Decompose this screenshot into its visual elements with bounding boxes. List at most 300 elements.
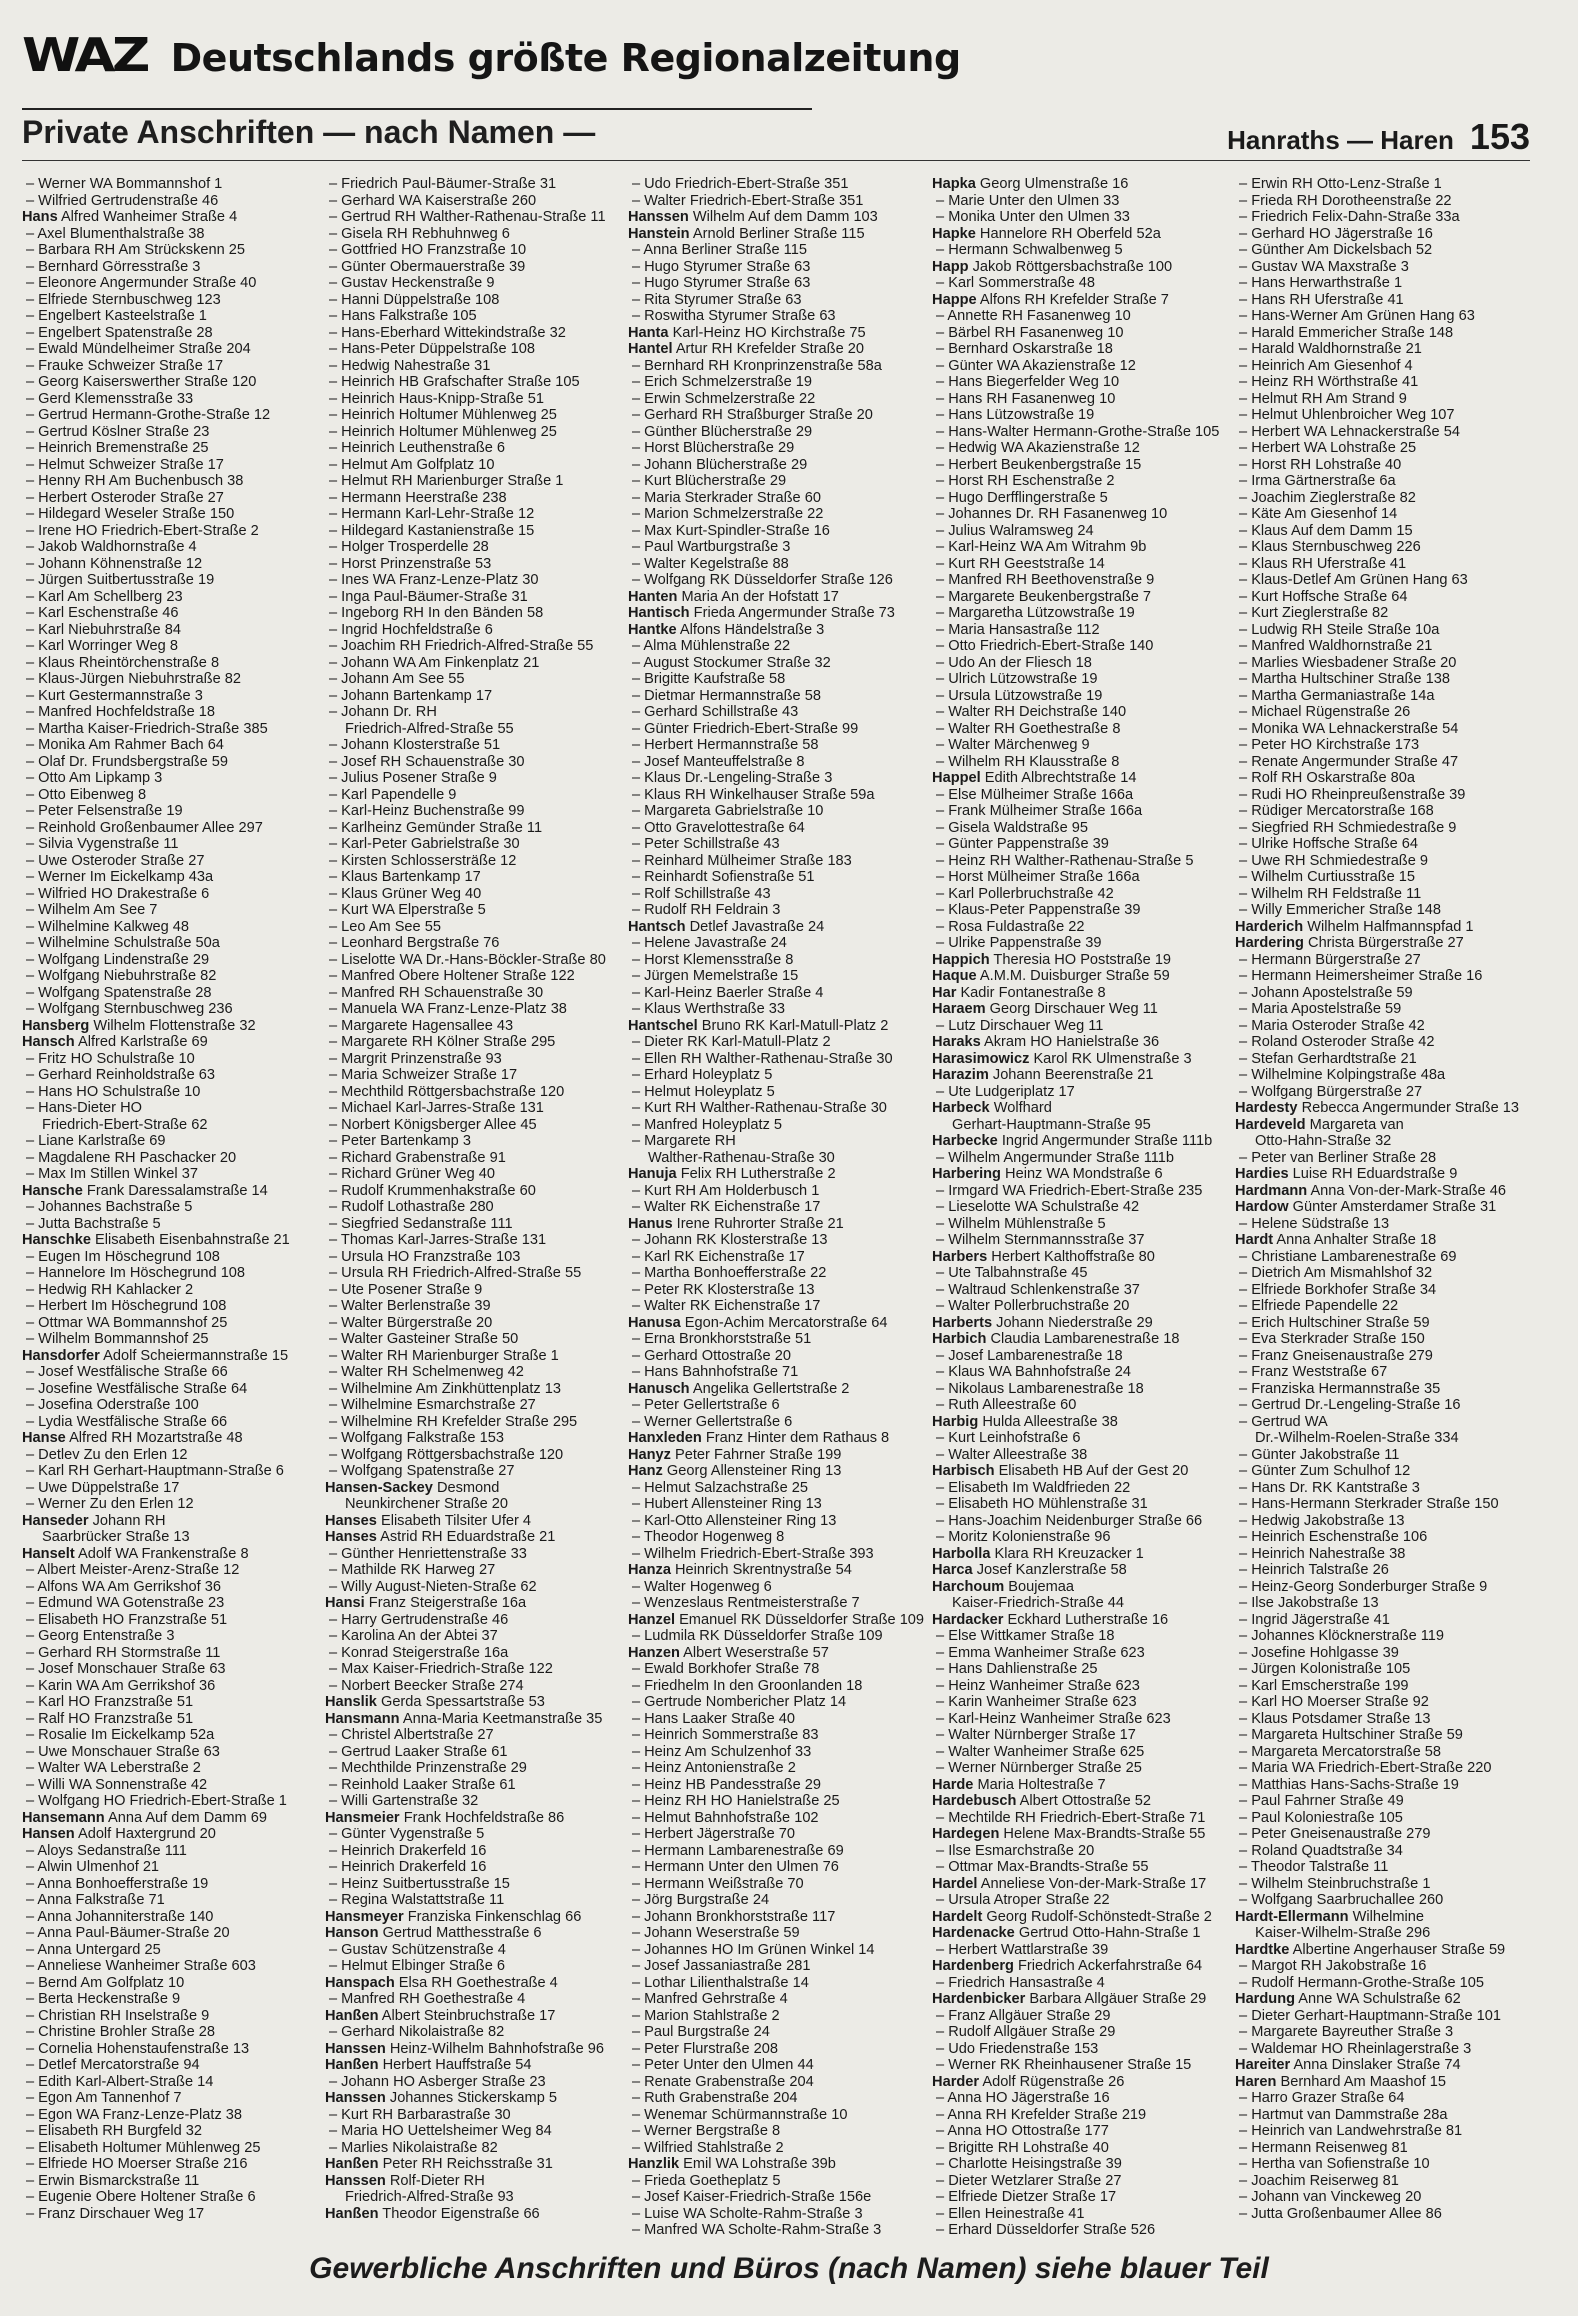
entry-text: Hermann Weißstraße 70 xyxy=(644,1875,804,1892)
entry-text: Albert Ottostraße 52 xyxy=(1019,1793,1152,1809)
directory-entry: – Hans-Hermann Sterkrader Straße 150 xyxy=(1239,1496,1499,1512)
entry-text: Frank Daressalamstraße 14 xyxy=(86,1182,268,1199)
entry-text: Harald Waldhornstraße 21 xyxy=(1251,341,1422,357)
surname-entry xyxy=(628,589,924,606)
entry-text: Hermann Karl-Lehr-Straße 12 xyxy=(341,506,535,522)
entry-text: Jakob Waldhornstraße 4 xyxy=(38,539,197,555)
entry-text: Rebecca Angermunder Straße 13 xyxy=(1301,1100,1519,1116)
entry-text: Karl Sommerstraße 48 xyxy=(948,275,1096,291)
entry-text: Wolfgang Spatenstraße 28 xyxy=(38,984,212,1001)
surname-entry xyxy=(932,1876,1227,1893)
directory-entry: – Heinz RH Walther-Rathenau-Straße 5 xyxy=(936,852,1194,869)
entry-text: Günther Henriettenstraße 33 xyxy=(341,1545,527,1562)
directory-entry: – Hermann Heimersheimer Straße 16 xyxy=(1239,968,1483,984)
directory-entry: – Max Im Stillen Winkel 37 xyxy=(26,1166,198,1182)
entry-text: Kurt RH Am Holderbusch 1 xyxy=(644,1182,820,1199)
header-rule xyxy=(22,160,1530,161)
entry-text: Ellen RH Walther-Rathenau-Straße 30 xyxy=(644,1050,893,1067)
entry-text: Manfred Holeyplatz 5 xyxy=(644,1116,783,1133)
surname: Hansche xyxy=(22,1182,83,1199)
surname: Hantschel xyxy=(627,1017,698,1034)
directory-entry: – Nikolaus Lambarenestraße 18 xyxy=(936,1380,1144,1397)
directory-entry: – Monika Am Rahmer Bach 64 xyxy=(26,737,224,753)
entry-text: Heinz HB Pandesstraße 29 xyxy=(644,1776,821,1793)
directory-entry: – Wilhelmine Schulstraße 50a xyxy=(26,935,220,951)
entry-text: Kurt Leinhofstraße 6 xyxy=(948,1430,1081,1446)
entry-text: Erich Hultschiner Straße 59 xyxy=(1251,1314,1430,1331)
directory-entry: – Wilhelm Am See 7 xyxy=(26,902,158,918)
entry-text: Friedrich-Ebert-Straße 62 xyxy=(42,1116,208,1133)
directory-entry: – Waltraud Schlenkenstraße 37 xyxy=(936,1281,1140,1298)
surname: Harbolla xyxy=(932,1545,991,1562)
entry-text: Wolfgang Spatenstraße 27 xyxy=(341,1463,515,1479)
entry-text: Helmut Uhlenbroicher Weg 107 xyxy=(1251,407,1455,423)
listing-column xyxy=(932,176,1227,2238)
surname: Hanson xyxy=(324,1925,379,1941)
entry-text: Alfons WA Am Gerrikshof 36 xyxy=(37,1578,221,1595)
directory-entry: – Wolfgang Sternbuschweg 236 xyxy=(26,1001,233,1017)
surname-entry xyxy=(325,1711,620,1728)
directory-entry: – Margareta Hultschiner Straße 59 xyxy=(1239,1727,1463,1743)
entry-text: Jürgen Suitbertusstraße 19 xyxy=(38,572,215,588)
entry-text: Manfred RH Schauenstraße 30 xyxy=(341,984,544,1001)
entry-text: Friedrich-Alfred-Straße 55 xyxy=(344,720,514,737)
entry-text: Erwin RH Otto-Lenz-Straße 1 xyxy=(1251,176,1442,192)
entry-text: Karl Am Schellberg 23 xyxy=(38,588,183,605)
entry-text: Silvia Vygenstraße 11 xyxy=(38,836,179,852)
entry-text: Frauke Schweizer Straße 17 xyxy=(38,357,224,374)
directory-entry: – Hermann Unter den Ulmen 76 xyxy=(631,1859,839,1875)
entry-text: Gerhard Schillstraße 43 xyxy=(644,704,799,720)
entry-text: Elisabeth HB Auf der Gest 20 xyxy=(998,1463,1189,1479)
directory-entry: – Karl Worringer Weg 8 xyxy=(26,638,178,654)
directory-entry: – Ingeborg RH In den Bänden 58 xyxy=(328,605,544,621)
directory-entry: – Martha Kaiser-Friedrich-Straße 385 xyxy=(26,720,268,737)
directory-entry: – Hermann Karl-Lehr-Straße 12 xyxy=(328,506,535,522)
entry-text: Gerhard Ottostraße 20 xyxy=(644,1347,791,1364)
entry-text: Moritz Kolonienstraße 96 xyxy=(948,1529,1111,1545)
entry-text: Günter Obermauerstraße 39 xyxy=(341,258,526,275)
surname-entry xyxy=(932,176,1227,193)
entry-text: Gerhard WA Kaiserstraße 260 xyxy=(341,192,537,209)
directory-entry: – Renate Grabenstraße 204 xyxy=(631,2073,814,2090)
entry-text: Gertrud Dr.-Lengeling-Straße 16 xyxy=(1251,1397,1461,1413)
entry-text: Helmut Elbinger Straße 6 xyxy=(341,1958,506,1974)
directory-entry: – Walter Gasteiner Straße 50 xyxy=(328,1331,519,1347)
directory-entry: – Hubert Allensteiner Ring 13 xyxy=(631,1496,822,1512)
surname-entry xyxy=(932,1100,1227,1117)
directory-entry: – Reinhard Mülheimer Straße 183 xyxy=(631,852,852,869)
entry-text: Erhard Holeyplatz 5 xyxy=(644,1067,773,1083)
entry-text: Engelbert Kasteelstraße 1 xyxy=(38,308,207,324)
entry-text: Hans-Eberhard Wittekindstraße 32 xyxy=(341,324,566,341)
entry-text: Rüdiger Mercatorstraße 168 xyxy=(1251,803,1434,819)
page-number: 153 xyxy=(1469,116,1530,157)
entry-text: Willy August-Nieten-Straße 62 xyxy=(341,1578,537,1595)
entry-text: Elisabeth HO Franzstraße 51 xyxy=(38,1611,228,1628)
entry-text: Jakob Röttgersbachstraße 100 xyxy=(972,258,1173,275)
directory-entry: – Klaus Potsdamer Straße 13 xyxy=(1239,1710,1431,1727)
entry-text: Rosa Fuldastraße 22 xyxy=(948,918,1085,935)
directory-entry: – Moritz Kolonienstraße 96 xyxy=(936,1529,1111,1545)
entry-text: Frank Hochfeldstraße 86 xyxy=(403,1809,565,1826)
entry-text: Joachim Reiserweg 81 xyxy=(1251,2172,1399,2189)
directory-entry: – Heinrich Bremenstraße 25 xyxy=(26,440,209,456)
entry-text: Günter Pappenstraße 39 xyxy=(948,836,1109,852)
directory-entry: – Gertrud WA xyxy=(1239,1413,1328,1430)
entry-text: Gertrud Otto-Hahn-Straße 1 xyxy=(1018,1925,1201,1941)
entry-text: Walter WA Leberstraße 2 xyxy=(38,1760,201,1776)
entry-text: Josefina Oderstraße 100 xyxy=(38,1397,199,1413)
entry-text: Kadir Fontanestraße 8 xyxy=(960,984,1106,1001)
entry-text: Elisabeth RH Burgfeld 32 xyxy=(38,2123,203,2139)
entry-text: Roswitha Styrumer Straße 63 xyxy=(644,308,836,324)
entry-text: Reinhold Laaker Straße 61 xyxy=(341,1776,516,1793)
entry-text: Karl Eschenstraße 46 xyxy=(38,605,179,621)
entry-text: Hans Lützowstraße 19 xyxy=(948,407,1095,423)
entry-text: Gustav Heckenstraße 9 xyxy=(341,275,495,291)
directory-entry: – Horst RH Eschenstraße 2 xyxy=(936,473,1115,489)
surname: Hanses xyxy=(324,1512,377,1529)
surname-entry xyxy=(932,1925,1227,1942)
directory-entry xyxy=(325,1496,620,1513)
directory-entry: – Josef Kaiser-Friedrich-Straße 156e xyxy=(631,2189,872,2205)
directory-entry: – Gustav WA Maxstraße 3 xyxy=(1239,258,1409,275)
directory-entry: – Dietrich Am Mismahlshof 32 xyxy=(1239,1265,1433,1281)
directory-entry xyxy=(628,1150,924,1167)
surname-entry xyxy=(932,985,1227,1002)
directory-entry: – Josef RH Schauenstraße 30 xyxy=(328,753,525,770)
directory-entry: – Maria Hansastraße 112 xyxy=(936,621,1100,638)
entry-text: Peter Fahrner Straße 199 xyxy=(675,1446,842,1463)
directory-entry: – Peter Unter den Ulmen 44 xyxy=(631,2057,814,2073)
directory-entry: – Rudi HO Rheinpreußenstraße 39 xyxy=(1239,786,1466,803)
directory-entry: – Wilhelm RH Klausstraße 8 xyxy=(936,753,1120,770)
directory-entry: – Günter Zum Schulhof 12 xyxy=(1239,1463,1411,1479)
directory-entry: – Manfred Gehrstraße 4 xyxy=(631,1991,788,2007)
directory-entry: – Helene Javastraße 24 xyxy=(631,935,787,951)
entry-text: Elfriede Papendelle 22 xyxy=(1251,1298,1399,1314)
entry-text: Heinz RH Walther-Rathenau-Straße 5 xyxy=(948,852,1194,869)
directory-entry: – Gisela Waldstraße 95 xyxy=(936,819,1088,836)
entry-text: Kurt Blücherstraße 29 xyxy=(644,473,787,489)
entry-text: Herbert Hermannstraße 58 xyxy=(644,737,819,753)
entry-text: Eugenie Obere Holtener Straße 6 xyxy=(38,2189,256,2205)
entry-text: Klaus Grüner Weg 40 xyxy=(341,885,482,902)
directory-entry: – Heinz Antonienstraße 2 xyxy=(631,1760,796,1776)
entry-text: Johann van Vinckeweg 20 xyxy=(1251,2189,1422,2205)
entry-text: Julius Posener Straße 9 xyxy=(341,770,497,786)
entry-text: Adolf Scheiermannstraße 15 xyxy=(103,1347,289,1364)
surname-entry xyxy=(932,226,1227,243)
surname-entry xyxy=(932,1001,1227,1018)
entry-text: Saarbrücker Straße 13 xyxy=(42,1529,190,1545)
entry-text: Anna Auf dem Damm 69 xyxy=(107,1809,267,1826)
directory-entry: – Wolfgang Falkstraße 153 xyxy=(328,1430,504,1446)
surname: Hanse xyxy=(22,1430,66,1446)
directory-entry: – Richard Grabenstraße 91 xyxy=(328,1149,506,1166)
directory-entry: – Jürgen Kolonistraße 105 xyxy=(1239,1661,1411,1677)
directory-entry: – Gerhard HO Jägerstraße 16 xyxy=(1239,225,1433,242)
surname-entry xyxy=(932,1133,1227,1150)
directory-entry: – Josef Monschauer Straße 63 xyxy=(26,1661,226,1677)
entry-text: Wilhelmine Am Zinkhüttenplatz 13 xyxy=(341,1380,561,1397)
entry-text: Uwe RH Schmiedestraße 9 xyxy=(1251,852,1429,869)
entry-text: Heinrich Drakerfeld 16 xyxy=(341,1859,487,1875)
entry-text: Maria Hansastraße 112 xyxy=(948,621,1100,638)
entry-text: Gertrud RH Walther-Rathenau-Straße 11 xyxy=(341,209,606,225)
entry-text: Ursula Lützowstraße 19 xyxy=(948,687,1103,704)
entry-text: Magdalene RH Paschacker 20 xyxy=(38,1149,237,1166)
directory-entry: – Heinrich Nahestraße 38 xyxy=(1239,1545,1406,1562)
entry-text: Rudolf Krummenhakstraße 60 xyxy=(341,1182,536,1199)
entry-text: Egon Am Tannenhof 7 xyxy=(38,2090,182,2106)
directory-entry: – Anna Johanniterstraße 140 xyxy=(26,1908,214,1925)
directory-entry: – Karl Sommerstraße 48 xyxy=(936,275,1096,291)
directory-entry: – Herbert Im Höschegrund 108 xyxy=(26,1298,227,1314)
directory-entry: – Erwin Schmelzerstraße 22 xyxy=(631,390,816,407)
entry-text: Margareta van xyxy=(1309,1116,1404,1133)
surname: Hanzlik xyxy=(627,2156,680,2172)
entry-text: Ralf HO Franzstraße 51 xyxy=(38,1710,194,1727)
directory-entry: – Klaus-Detlef Am Grünen Hang 63 xyxy=(1239,572,1468,588)
directory-entry: – Harald Waldhornstraße 21 xyxy=(1239,341,1422,357)
surname-entry xyxy=(932,1909,1227,1926)
surname: Hanten xyxy=(627,588,678,605)
entry-text: Wilhelm Bommannshof 25 xyxy=(38,1331,209,1347)
directory-entry: – Hans Herwarthstraße 1 xyxy=(1239,275,1403,291)
entry-text: Rudolf Lothastraße 280 xyxy=(341,1199,494,1215)
entry-text: Günter Vygenstraße 5 xyxy=(341,1826,485,1842)
directory-entry: – Marion Stahlstraße 2 xyxy=(631,2007,780,2024)
entry-text: Karl HO Moerser Straße 92 xyxy=(1251,1694,1429,1710)
entry-text: Franziska Hermannstraße 35 xyxy=(1251,1380,1441,1397)
entry-text: Ursula Atroper Straße 22 xyxy=(948,1892,1110,1908)
entry-text: Klaus-Detlef Am Grünen Hang 63 xyxy=(1251,572,1468,588)
entry-text: Detlef Javastraße 24 xyxy=(689,918,825,935)
directory-entry: – Bernd Am Golfplatz 10 xyxy=(26,1974,185,1991)
entry-text: Karl Worringer Weg 8 xyxy=(38,638,178,654)
entry-text: Peter Gneisenaustraße 279 xyxy=(1251,1826,1431,1842)
entry-text: Hermann Unter den Ulmen 76 xyxy=(644,1859,839,1875)
surname-entry xyxy=(628,1166,924,1183)
entry-text: Peter Unter den Ulmen 44 xyxy=(644,2057,814,2073)
entry-text: Ulrich Lützowstraße 19 xyxy=(948,671,1098,687)
entry-text: Wolfgang HO Friedrich-Ebert-Straße 1 xyxy=(38,1793,287,1809)
directory-entry: – Werner Zu den Erlen 12 xyxy=(26,1496,194,1512)
directory-entry: – Paul Fahrner Straße 49 xyxy=(1239,1793,1404,1809)
directory-entry: – Reinhold Großenbaumer Allee 297 xyxy=(26,819,263,836)
entry-text: Eleonore Angermunder Straße 40 xyxy=(38,275,257,291)
entry-text: Christine Brohler Straße 28 xyxy=(38,2024,215,2040)
surname-entry xyxy=(932,1562,1227,1579)
directory-entry: – Alfons WA Am Gerrikshof 36 xyxy=(26,1578,221,1595)
entry-text: Günther Am Dickelsbach 52 xyxy=(1251,242,1433,258)
entry-text: Gerhard HO Jägerstraße 16 xyxy=(1251,225,1433,242)
entry-text: Inga Paul-Bäumer-Straße 31 xyxy=(341,588,528,605)
directory-entry: – Manfred RH Schauenstraße 30 xyxy=(328,984,544,1001)
directory-entry: – Jürgen Suitbertusstraße 19 xyxy=(26,572,215,588)
surname-entry xyxy=(22,1183,317,1200)
directory-entry: – Karl-Heinz WA Am Witrahm 9b xyxy=(936,539,1147,555)
directory-entry: – Gerhard RH Stormstraße 11 xyxy=(26,1644,221,1661)
entry-text: Gustav Schützenstraße 4 xyxy=(341,1941,506,1958)
directory-entry: – Hedwig WA Akazienstraße 12 xyxy=(936,440,1140,456)
entry-text: Maria WA Friedrich-Ebert-Straße 220 xyxy=(1251,1760,1492,1776)
entry-text: Johannes Bachstraße 5 xyxy=(38,1199,193,1215)
directory-entry: – Manfred WA Scholte-Rahm-Straße 3 xyxy=(631,2222,882,2238)
directory-entry: – Otto Friedrich-Ebert-Straße 140 xyxy=(936,638,1154,654)
entry-text: Hermann Heerstraße 238 xyxy=(341,489,507,506)
entry-text: Paul Wartburgstraße 3 xyxy=(644,539,791,555)
directory-entry: – Wilhelm Angermunder Straße 111b xyxy=(936,1149,1174,1166)
entry-text: Wilhelm Sternmannsstraße 37 xyxy=(948,1232,1145,1248)
directory-entry: – Franziska Hermannstraße 35 xyxy=(1239,1380,1441,1397)
directory-entry: – Gerhard Nikolaistraße 82 xyxy=(328,2024,505,2040)
masthead-rule xyxy=(22,108,812,110)
entry-text: Rolf RH Oskarstraße 80a xyxy=(1251,770,1416,786)
entry-text: Josefine Hohlgasse 39 xyxy=(1251,1644,1399,1661)
entry-text: Brigitte Kaufstraße 58 xyxy=(644,671,786,687)
surname-entry xyxy=(932,1034,1227,1051)
directory-entry: – Ilse Jakobstraße 13 xyxy=(1239,1595,1379,1611)
directory-entry: – Hans Dr. RK Kantstraße 3 xyxy=(1239,1479,1420,1496)
directory-entry: – Dietmar Hermannstraße 58 xyxy=(631,687,821,704)
directory-entry: – Herbert WA Lehnackerstraße 54 xyxy=(1239,423,1460,440)
entry-text: Margarete Bayreuther Straße 3 xyxy=(1251,2024,1454,2040)
surname-entry xyxy=(932,1991,1227,2008)
entry-text: Marion Stahlstraße 2 xyxy=(644,2007,780,2024)
directory-entry: – Margareta Gabrielstraße 10 xyxy=(631,803,824,819)
directory-entry: – Elisabeth HO Franzstraße 51 xyxy=(26,1611,228,1628)
directory-entry: – Heinrich Sommerstraße 83 xyxy=(631,1727,819,1743)
directory-entry: – Hartmut van Dammstraße 28a xyxy=(1239,2106,1448,2123)
entry-text: Margarete RH Kölner Straße 295 xyxy=(341,1034,556,1050)
entry-text: Horst RH Lohstraße 40 xyxy=(1251,456,1402,473)
entry-text: Helmut Bahnhofstraße 102 xyxy=(644,1809,819,1826)
entry-text: Wilhelmine Kalkweg 48 xyxy=(38,918,190,935)
entry-text: Herbert Osteroder Straße 27 xyxy=(38,489,224,506)
entry-text: Margarete Hagensallee 43 xyxy=(341,1017,514,1034)
entry-text: Lothar Lilienthalstraße 14 xyxy=(644,1974,809,1991)
directory-entry: – Anna HO Jägerstraße 16 xyxy=(936,2090,1110,2106)
entry-text: Gisela Waldstraße 95 xyxy=(948,819,1088,836)
entry-text: Walter RH Deichstraße 140 xyxy=(948,704,1127,720)
entry-text: Rudi HO Rheinpreußenstraße 39 xyxy=(1251,786,1466,803)
entry-text: Kurt WA Elperstraße 5 xyxy=(341,902,486,918)
surname-entry xyxy=(325,2008,620,2025)
entry-text: Marlies Wiesbadener Straße 20 xyxy=(1251,654,1457,671)
entry-text: Günter WA Akazienstraße 12 xyxy=(948,357,1136,374)
surname: Haraem xyxy=(932,1001,986,1017)
directory-entry: – Hugo Styrumer Straße 63 xyxy=(631,275,811,291)
directory-entry: – Wilfried Stahlstraße 2 xyxy=(631,2139,784,2156)
entry-text: Anna Anhalter Straße 18 xyxy=(1276,1232,1437,1248)
entry-text: Bernd Am Golfplatz 10 xyxy=(38,1974,185,1991)
surname: Harbisch xyxy=(932,1463,995,1479)
entry-text: Johannes HO Im Grünen Winkel 14 xyxy=(644,1941,875,1958)
entry-text: Erna Bronkhorststraße 51 xyxy=(644,1331,812,1347)
directory-entry: – Klaus-Peter Pappenstraße 39 xyxy=(936,902,1141,918)
entry-text: Margarete RH xyxy=(644,1133,736,1149)
entry-text: Frieda Goetheplatz 5 xyxy=(644,2172,781,2189)
directory-entry: – Herbert Hermannstraße 58 xyxy=(631,737,819,753)
directory-entry: – Günter WA Akazienstraße 12 xyxy=(936,357,1136,374)
entry-text: Werner Bergstraße 8 xyxy=(644,2123,781,2139)
entry-text: Else Mülheimer Straße 166a xyxy=(948,786,1134,803)
entry-text: Gertrud Laaker Straße 61 xyxy=(341,1743,508,1760)
entry-text: Heinz-Wilhelm Bahnhofstraße 96 xyxy=(389,2040,605,2057)
surname: Hansmeyer xyxy=(324,1908,404,1925)
directory-entry: – Magdalene RH Paschacker 20 xyxy=(26,1149,237,1166)
entry-text: Gottfried HO Franzstraße 10 xyxy=(341,242,527,258)
entry-text: Heinrich Skrentnystraße 54 xyxy=(675,1562,852,1578)
surname-entry xyxy=(1235,1199,1530,1216)
surname: Happe xyxy=(932,291,977,308)
surname-entry xyxy=(628,605,924,622)
directory-entry: – Engelbert Spatenstraße 28 xyxy=(26,324,213,341)
surname: Hansdorfer xyxy=(22,1347,100,1364)
directory-entry: – Albert Meister-Arenz-Straße 12 xyxy=(26,1562,240,1578)
entry-text: Max Kurt-Spindler-Straße 16 xyxy=(644,522,830,539)
directory-entry: – Walter Kegelstraße 88 xyxy=(631,555,789,572)
directory-entry: – Georg Kaiserswerther Straße 120 xyxy=(26,374,257,390)
entry-text: Helmut RH Am Strand 9 xyxy=(1251,390,1407,407)
entry-text: Ellen Heinestraße 41 xyxy=(948,2205,1085,2222)
directory-entry: – Gertrude Nombericher Platz 14 xyxy=(631,1694,847,1710)
surname: Hanselt xyxy=(22,1545,75,1562)
entry-text: Josef Monschauer Straße 63 xyxy=(38,1661,226,1677)
entry-text: Theresia HO Poststraße 19 xyxy=(993,951,1172,968)
entry-text: Wenzeslaus Rentmeisterstraße 7 xyxy=(644,1595,860,1611)
directory-entry: – Michael Karl-Jarres-Straße 131 xyxy=(328,1100,544,1116)
entry-text: Frank Mülheimer Straße 166a xyxy=(948,803,1143,819)
entry-text: Norbert Beecker Straße 274 xyxy=(341,1677,524,1694)
directory-entry: – Gottfried HO Franzstraße 10 xyxy=(328,242,527,258)
entry-text: Heinrich Holtumer Mühlenweg 25 xyxy=(341,423,557,440)
entry-text: A.M.M. Duisburger Straße 59 xyxy=(979,968,1170,984)
directory-entry: – Renate Angermunder Straße 47 xyxy=(1239,753,1459,770)
entry-text: Klaus Bartenkamp 17 xyxy=(341,869,481,885)
directory-entry: – Stefan Gerhardtstraße 21 xyxy=(1239,1050,1417,1067)
directory-entry: – Josef Westfälische Straße 66 xyxy=(26,1364,228,1380)
entry-text: Roland Quadtstraße 34 xyxy=(1251,1842,1403,1859)
directory-entry: – Hans Lützowstraße 19 xyxy=(936,407,1095,423)
entry-text: Heinrich Sommerstraße 83 xyxy=(644,1727,819,1743)
entry-text: Hannelore RH Oberfeld 52a xyxy=(979,225,1161,242)
directory-entry: – Dieter RK Karl-Matull-Platz 2 xyxy=(631,1034,831,1050)
entry-text: Uwe Monschauer Straße 63 xyxy=(38,1743,220,1760)
entry-text: Anna RH Krefelder Straße 219 xyxy=(947,2106,1147,2123)
directory-entry: – Walter Bürgerstraße 20 xyxy=(328,1314,493,1331)
surname: Hardt-Ellermann xyxy=(1235,1908,1349,1925)
entry-text: Hildegard Weseler Straße 150 xyxy=(38,506,235,522)
directory-entry: – Thomas Karl-Jarres-Straße 131 xyxy=(328,1232,547,1248)
surname-entry xyxy=(628,1430,924,1447)
entry-text: Bernhard RH Kronprinzenstraße 58a xyxy=(644,357,882,374)
directory-entry: – Herbert Wattlarstraße 39 xyxy=(936,1941,1109,1958)
directory-entry: – Gustav Heckenstraße 9 xyxy=(328,275,495,291)
entry-text: Karl Niebuhrstraße 84 xyxy=(38,621,181,638)
directory-entry: – Helmut Am Golfplatz 10 xyxy=(328,456,495,473)
entry-text: Waltraud Schlenkenstraße 37 xyxy=(948,1281,1140,1298)
entry-text: Heinz Suitbertusstraße 15 xyxy=(341,1875,510,1892)
directory-entry: – Ruth Alleestraße 60 xyxy=(936,1397,1077,1413)
directory-entry: – Karlheinz Gemünder Straße 11 xyxy=(328,819,543,836)
surname-entry xyxy=(932,1579,1227,1596)
entry-text: Reinhardt Sofienstraße 51 xyxy=(644,869,815,885)
surname-entry xyxy=(22,1348,317,1365)
